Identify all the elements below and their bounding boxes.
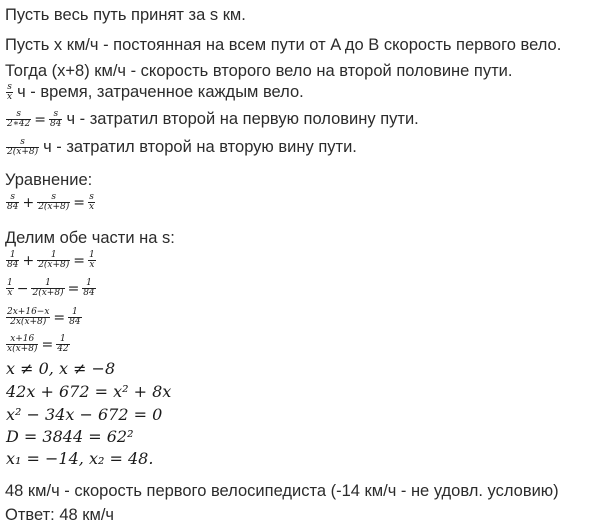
final-answer: Ответ: 48 км/ч xyxy=(5,506,115,524)
discriminant: D = 3844 = 62² xyxy=(6,427,134,446)
fraction-s-over-x: $\frac{s}{x}$ xyxy=(7,82,13,102)
text-line-2: Пусть x км/ч - постоянная на всем пути от A до B скорость первого вело. xyxy=(5,36,562,54)
step-4: $\frac{x+16}{x(x+8)}$ = $\frac{1}{42}$ xyxy=(7,334,69,354)
equation-heading: Уравнение: xyxy=(5,171,93,189)
equation-expanded: 42x + 672 = x² + 8x xyxy=(6,382,172,401)
step-3: $\frac{2x+16-x}{2x(x+8)}$ = $\frac{1}{84}$ xyxy=(7,307,81,327)
restriction: x ≠ 0, x ≠ −8 xyxy=(6,359,116,378)
step-1: $\frac{1}{84}$ + $\frac{1}{2(x+8)}$ = $\frac{1}{x}$ xyxy=(7,250,95,270)
divide-heading: Делим обе части на s: xyxy=(5,229,175,247)
line-second-half: $\frac{s}{2(x+8)}$ ч - затратил второй на вторую вину пути. xyxy=(7,137,357,157)
main-equation: $\frac{s}{84}$ + $\frac{s}{2(x+8)}$ = $\frac{s}{x}$ xyxy=(7,192,95,212)
text-line-1: Пусть весь путь принят за s км. xyxy=(5,6,246,24)
line-first-half: $\frac{s}{2∗42}$ = $\frac{s}{84}$ ч - затратил второй на первую половину пути. xyxy=(7,109,419,129)
answer-explanation: 48 км/ч - скорость первого велосипедиста (-14 км/ч - не удовл. условию) xyxy=(5,482,559,500)
line-time: $\frac{s}{x}$ ч - время, затраченное каждым вело. xyxy=(7,82,304,102)
quadratic-equation: x² − 34x − 672 = 0 xyxy=(6,405,163,424)
roots: x₁ = −14, x₂ = 48. xyxy=(6,449,154,468)
text-line-3: Тогда (x+8) км/ч - скорость второго вело на второй половине пути. xyxy=(5,62,513,80)
step-2: $\frac{1}{x}$ − $\frac{1}{2(x+8)}$ = $\frac{1}{84}$ xyxy=(7,278,95,298)
